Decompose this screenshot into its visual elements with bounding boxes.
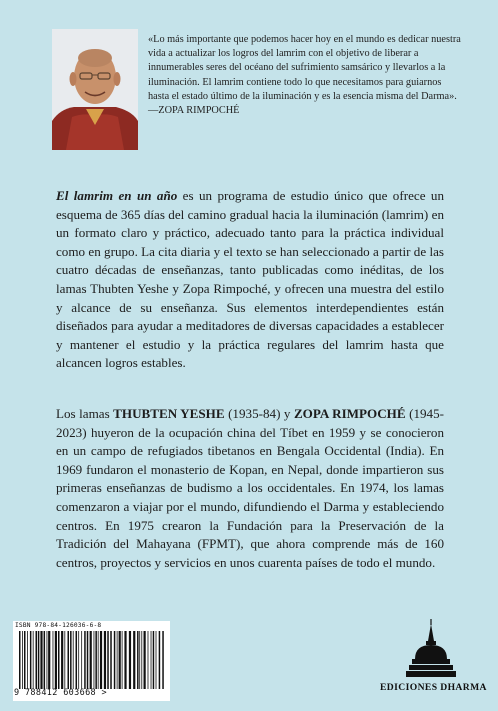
barcode-digits: 9 788412 603668 > xyxy=(14,688,107,698)
bio-years: (1935-84) y xyxy=(224,406,294,421)
bio-rest: (1945-2023) huyeron de la ocupación china del Tíbet en 1959 y se conocieron en un campo de refugiados tibetanos en Bengala Occidental (India). En 1969 fundaron el monasterio de Kopan, en Nepal, donde impartieron sus primeras enseñanzas de budismo a los occidentales. En 1974, los lamas comenzaron a viajar por el mundo, difundiendo el Darma y estableciendo centros. En 1975 crearon la Fundación para la Preservación de la Tradición del Mahayana (FPMT), que ahora comprende más de 160 centros, proyectos y servicios en unos cuarenta países de todo el mundo. xyxy=(56,406,444,570)
bio-name-thubten: THUBTEN YESHE xyxy=(113,406,225,421)
barcode xyxy=(13,621,170,701)
bio-paragraph xyxy=(56,405,444,572)
barcode-bars xyxy=(19,631,165,689)
isbn-label: ISBN 978-84-126036-6-8 xyxy=(15,622,102,629)
description-body: es un programa de estudio único que ofrece un esquema de 365 días del camino gradual hacia la iluminación (lamrim) en un formato claro y práctico, adecuado tanto para la práctica individual como en grupo. La cita diaria y el texto se han seleccionado a partir de las cuatro décadas de enseñanzas, tanto publicadas como inéditas, de los lamas Thubten Yeshe y Zopa Rimpoché, y ofrecen una muestra del estilo y alcance de su enseñanza. Sus elementos interdependientes están diseñados para ayudar a meditadores de diversas capacidades a establecer y mantener el estudio y la práctica regulares del lamrim hasta que alcancen logros estables. xyxy=(56,188,444,371)
author-photo xyxy=(52,29,138,150)
quote-text: «Lo más importante que podemos hacer hoy en el mundo es dedicar nuestra vida a actualizar los logros del lamrim con el objetivo de liberar a innumerables seres del océano del sufrimiento samsárico y llevarlos a la iluminación. El lamrim contiene todo lo que necesitamos para guiarnos hasta el estado último de la iluminación y es la esencia misma del Darma». xyxy=(148,34,461,102)
stupa-logo xyxy=(405,619,457,681)
book-title: El lamrim en un año xyxy=(56,188,178,203)
quote-author: —ZOPA RIMPOCHÉ xyxy=(148,105,240,117)
quote xyxy=(148,33,464,118)
bio-intro: Los lamas xyxy=(56,406,114,421)
publisher-name: EDICIONES DHARMA xyxy=(380,682,487,693)
bio-name-zopa: ZOPA RIMPOCHÉ xyxy=(293,406,406,421)
description-paragraph xyxy=(56,187,444,373)
